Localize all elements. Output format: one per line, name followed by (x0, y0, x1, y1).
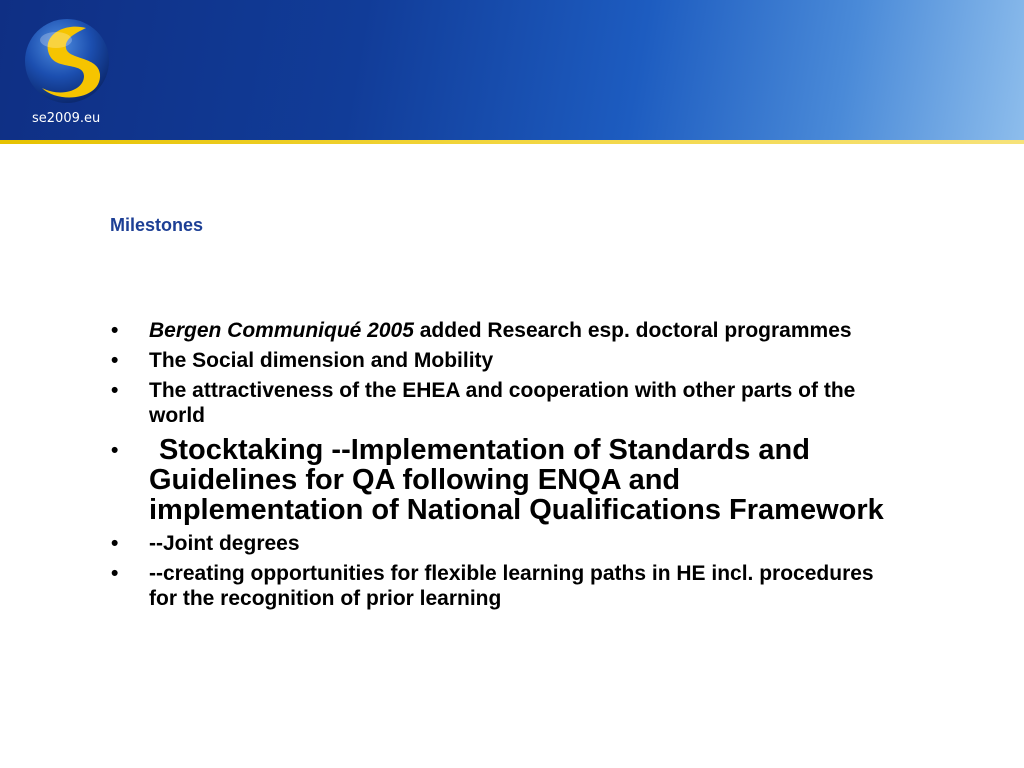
bullet-text: The attractiveness of the EHEA and cooperation with other parts of the world (149, 379, 856, 427)
logo-caption: se2009.eu (32, 111, 101, 126)
bullet-text: Stocktaking --Implementation of Standards and Guidelines for QA following ENQA and implementation of National Qualifications Framework (149, 434, 884, 526)
bullet-item-highlight (110, 435, 900, 525)
slide-title: Milestones (110, 215, 204, 235)
bullet-item (110, 348, 900, 373)
header-accent-stripe (0, 140, 1024, 144)
bullet-item (110, 378, 900, 428)
bullet-dot: • (111, 532, 119, 555)
se2009-logo (24, 18, 110, 104)
bullet-list (110, 318, 900, 616)
bullet-item (110, 531, 900, 556)
bullet-dot: • (111, 562, 119, 585)
bullet-text: added Research esp. doctoral programmes (413, 319, 852, 342)
bullet-dot: • (111, 319, 119, 342)
bullet-item (110, 561, 900, 611)
bullet-text: --creating opportunities for flexible learning paths in HE incl. procedures for the recognition of prior learning (149, 562, 874, 610)
bullet-text: --Joint degrees (149, 532, 300, 555)
bullet-dot: • (111, 379, 119, 402)
bullet-dot: • (111, 349, 119, 372)
bullet-text: The Social dimension and Mobility (149, 349, 494, 372)
bullet-item (110, 318, 900, 343)
bullet-dot: • (111, 439, 119, 462)
header-banner (0, 0, 1024, 140)
bullet-italic-text: Bergen Communiqué 2005 (149, 319, 414, 342)
